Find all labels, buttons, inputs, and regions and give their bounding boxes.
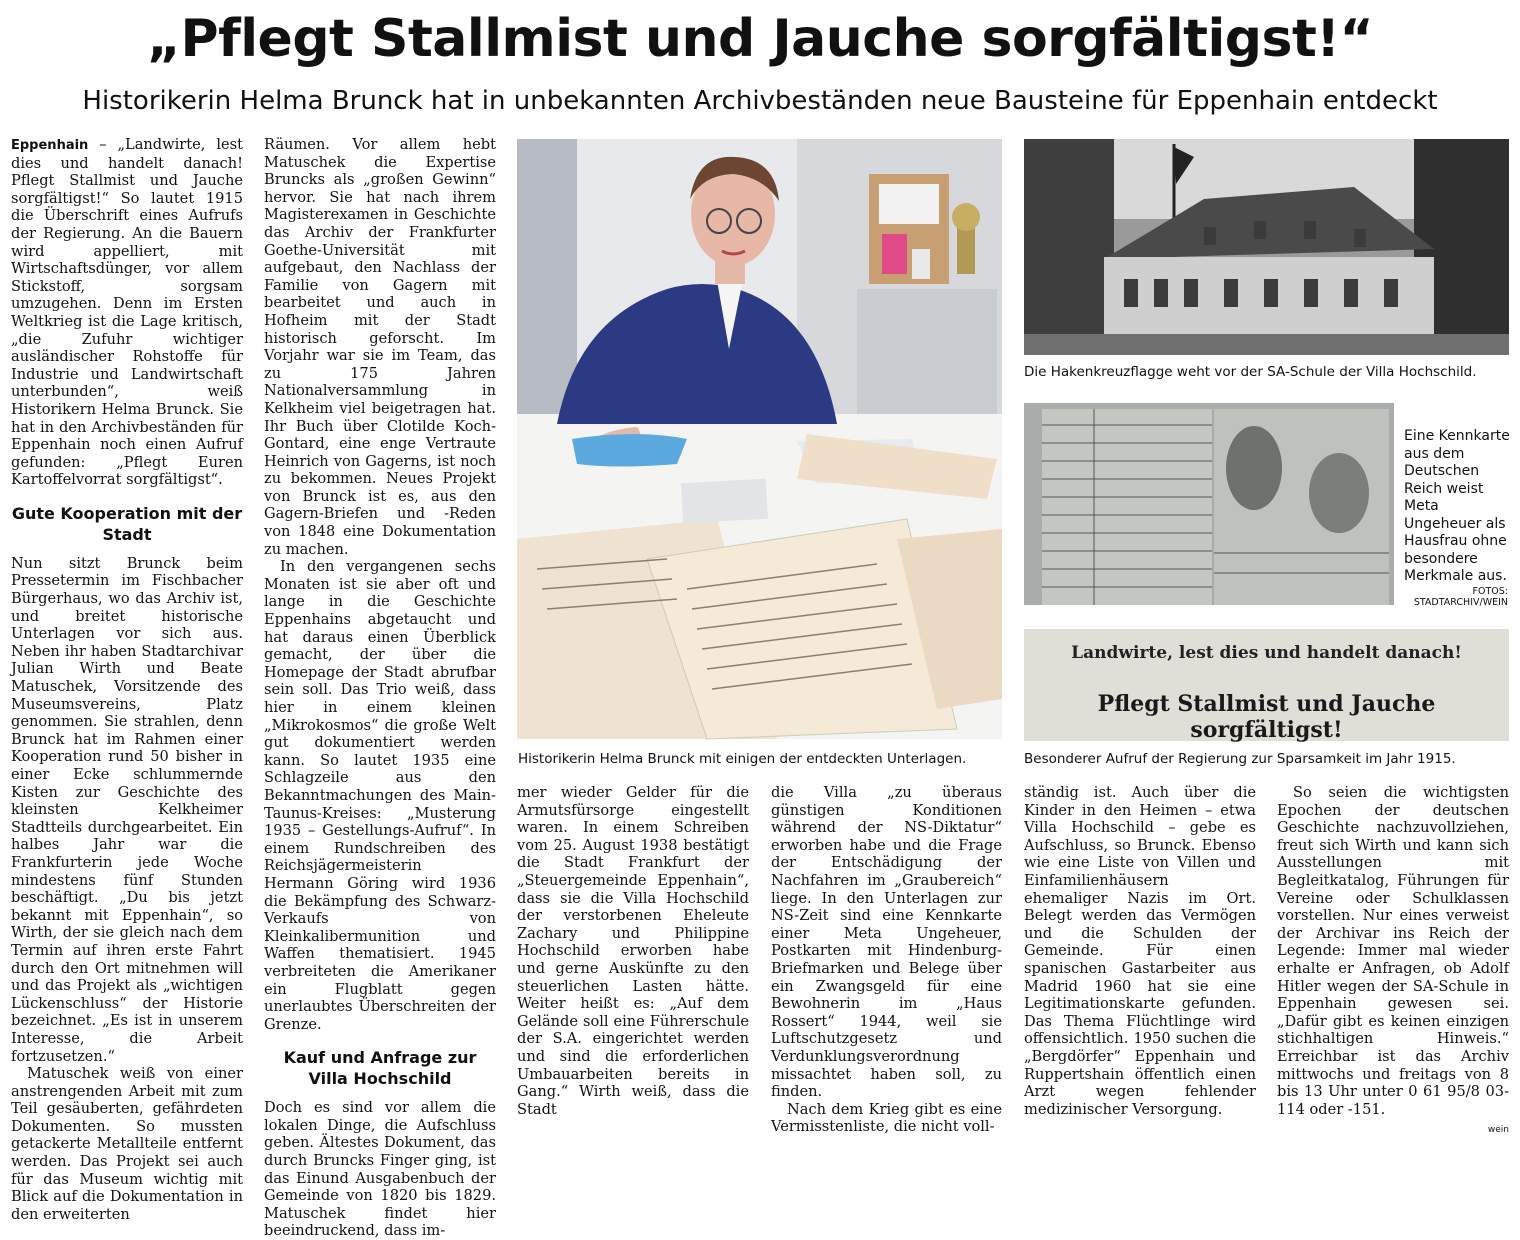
aufruf-photo <box>1024 629 1509 741</box>
photo-credit <box>1390 586 1508 608</box>
article-column-2 <box>264 136 496 1240</box>
kennkarte-illustration <box>1024 403 1394 605</box>
lead-paragraph <box>11 136 243 489</box>
photo-credit-source: STADTARCHIV/WEIN <box>1413 597 1508 608</box>
villa-photo-illustration <box>1024 139 1509 355</box>
paragraph: die Villa „zu überaus günstigen Konditionen während der NS-Diktatur“ erworben habe und die Frage der Entschädigung der Nachfahren im „Graubereich“ liege. In den Unterlagen zur NS-Zeit sind eine Kennkarte einer Meta Ungeheuer, Postkarten mit Hindenburg-Briefmarken und Belege über ein Zwangsgeld für eine Bewohnerin im „Haus Rossert“ 1944, weil sie Luftschutzgesetz und Verdunklungsverordnung missachtet haben soll, zu finden. <box>771 784 1002 1101</box>
article-column-6 <box>1277 784 1509 1140</box>
lead-text: – „Landwirte, lest dies und handelt danach! Pflegt Stallmist und Jauche sorgfältigst!“ So lautet 1915 die Überschrift eines Aufrufs der Regierung. An die Bauern wird appelliert, mit Wirtschaftsdünger, vor allem Stickstoff, sorgsam umzugehen. Denn im Ersten Weltkrieg ist die Lage kritisch, „die Zufuhr wichtiger ausländischer Rohstoffe für Industrie und Landwirtschaft unterbunden“, weiß Historikern Helma Brunck. Sie hat in den Archivbeständen für Eppenhain noch einen Aufruf gefunden: „Pflegt Euren Kartoffelvorrat sorgfältigst“. <box>11 136 243 489</box>
villa-photo <box>1024 139 1509 355</box>
historian-photo-illustration <box>517 139 1002 739</box>
article-column-5 <box>1024 784 1256 1118</box>
aufruf-line-1: Landwirte, lest dies und handelt danach! <box>1071 643 1462 663</box>
article-column-4 <box>771 784 1002 1136</box>
main-photo-historian <box>517 139 1002 739</box>
aufruf-line-2: Pflegt Stallmist und Jauche sorgfältigst! <box>1097 691 1436 743</box>
paragraph: Nach dem Krieg gibt es eine Vermisstenliste, die nicht voll- <box>771 1100 1002 1136</box>
subhead-kooperation: Gute Kooperation mit der Stadt <box>11 503 243 544</box>
paragraph: ständig ist. Auch über die Kinder in den Heimen – etwa Villa Hochschild – gebe es Aufschluss, so Brunck. Ebenso wie eine Liste von Villen und Einfamilienhäusern ehemaliger Nazis im Ort. Belegt werden das Vermögen und die Schulden der Gemeinde. Für einen spanischen Gastarbeiter aus Madrid 1960 hat sie eine Legitimationskarte gefunden. Das Thema Flüchtlinge wird offensichtlich. 1950 suchen die „Bergdörfer“ Eppenhain und Ruppertshain öffentlich einen Arzt wegen fehlender medizinischer Versorgung. <box>1024 784 1256 1118</box>
photo-credit-label: FOTOS: <box>1472 586 1508 597</box>
paragraph: Räumen. Vor allem hebt Matuschek die Expertise Bruncks als „großen Gewinn“ hervor. Sie hat nach ihrem Magisterexamen in Geschichte das Archiv der Frankfurter Goethe-Universität mit aufgebaut, den Nachlass der Familie von Gagern mit bearbeitet und auch in Hofheim mit der Stadt historisch geforscht. Im Vorjahr war sie im Team, das zu 175 Jahren Nationalversammlung in Kelkheim viel beigetragen hat. Ihr Buch über Clotilde Koch-Gontard, eine enge Vertraute Heinrich von Gagerns, ist noch zu bekommen. Neues Projekt von Brunck ist es, aus den Gagern-Briefen und -Reden von 1848 eine Dokumentation zu machen. <box>264 136 496 558</box>
paragraph: mer wieder Gelder für die Armutsfürsorge eingestellt waren. In einem Schreiben vom 25. August 1938 bestätigt die Stadt Frankfurt der „Steuergemeinde Eppenhain“, dass sie die Villa Hochschild der verstorbenen Eheleute Zachary und Philippine Hochschild erworben habe und gerne Auskünfte zu den steuerlichen Lasten hätte. Weiter heißt es: „Auf dem Gelände soll eine Führerschule der S.A. eingerichtet werden und sind die erforderlichen Umbauarbeiten bereits in Gang.“ Wirth weiß, dass die Stadt <box>517 784 749 1118</box>
paragraph: Doch es sind vor allem die lokalen Dinge, die Aufschluss geben. Ältestes Dokument, das durch Bruncks Finger ging, ist das Einund Ausgabenbuch der Gemeinde von 1820 bis 1829. Matuschek findet hier beeindruckend, dass im- <box>264 1099 496 1240</box>
paragraph: Nun sitzt Brunck beim Pressetermin im Fischbacher Bürgerhaus, wo das Archiv ist, und breitet historische Unterlagen vor sich aus. Neben ihr haben Stadtarchivar Julian Wirth und Beate Matuschek, Vorsitzende des Museumsvereins, Platz genommen. Sie strahlen, denn Brunck hat im Rahmen einer Kooperation rund 50 bisher in einer Ecke schlummernde Kisten zur Geschichte des kleinsten Kelkheimer Stadtteils durchgearbeitet. Ein halbes Jahr war die Frankfurterin jede Woche mindestens fünf Stunden beschäftigt. „Du bis jetzt bekannt mit Eppenhain“, so Wirth, der sie gleich nach dem Termin auf ihren erste Fahrt durch den Ort mitnehmen will und das Projekt als „wichtigen Lückenschluss“ der Historie bezeichnet. „Es ist in unserem Interesse, die Arbeit fortzusetzen.“ <box>11 554 243 1065</box>
author-signature: wein <box>1487 1125 1509 1136</box>
caption-main-photo: Historikerin Helma Brunck mit einigen der entdeckten Unterlagen. <box>518 751 967 767</box>
subhead-villa: Kauf und Anfrage zur Villa Hochschild <box>283 1048 477 1089</box>
kennkarte-photo <box>1024 403 1394 605</box>
paragraph: In den vergangenen sechs Monaten ist sie aber oft und lange in die Geschichte Eppenhains abgetaucht und hat daraus einen Überblick gemacht, der über die Homepage der Stadt abrufbar sein soll. Das Trio weiß, dass hier in einem kleinen „Mikrokosmos“ die große Welt gut dokumentiert werden kann. So lautet 1935 eine Schlagzeile aus den Bekanntmachungen des Main-Taunus-Kreises: „Musterung 1935 – Gestellungs-Aufruf“. In einem Rundschreiben des Reichsjägermeisterin Hermann Göring wird 1936 die Bekämpfung des Schwarz-Verkaufs von Kleinkalibermunition und Waffen thematisiert. 1945 verbreiteten die Amerikaner ein Flugblatt gegen unerlaubtes Überschreiten der Grenze. <box>264 558 496 1033</box>
caption-villa-photo: Die Hakenkreuzflagge weht vor der SA-Schule der Villa Hochschild. <box>1024 364 1477 380</box>
caption-kennkarte: Eine Kennkarte aus dem Deutschen Reich weist Meta Ungeheuer als Hausfrau ohne besondere Merkmale aus. <box>1404 428 1510 584</box>
subheadline: Historikerin Helma Brunck hat in unbekannten Archivbeständen neue Bausteine für Eppenhain entdeckt <box>82 86 1438 116</box>
article-column-1 <box>11 136 243 1223</box>
paragraph: So seien die wichtigsten Epochen der deutschen Geschichte nachzuvollziehen, freut sich Wirth und kann sich Ausstellungen mit Begleitkatalog, Führungen für Vereine oder Schulklassen vorstellen. Nur eines verweist der Archivar ins Reich der Legende: Immer mal wieder erhalte er Anfragen, ob Adolf Hitler wegen der SA-Schule in Eppenhain gewesen sei. „Dafür gibt es keinen einzigen stichhaltigen Hinweis.“ Erreichbar ist das Archiv mittwochs und freitags von 8 bis 13 Uhr unter 0 61 95/8 03-114 oder -151. <box>1277 784 1509 1118</box>
dateline: Eppenhain <box>11 138 89 153</box>
paragraph: Matuschek weiß von einer anstrengenden Arbeit mit zum Teil gesäuberten, gefährdeten Dokumenten. So mussten getackerte Metallteile entfernt werden. Das Projekt sei auch für das Museum wichtig mit Blick auf die Dokumentation in den erweiterten <box>11 1065 243 1223</box>
headline: „Pflegt Stallmist und Jauche sorgfältigst!“ <box>146 9 1374 69</box>
article-column-3 <box>517 784 749 1118</box>
caption-aufruf: Besonderer Aufruf der Regierung zur Sparsamkeit im Jahr 1915. <box>1024 751 1456 767</box>
